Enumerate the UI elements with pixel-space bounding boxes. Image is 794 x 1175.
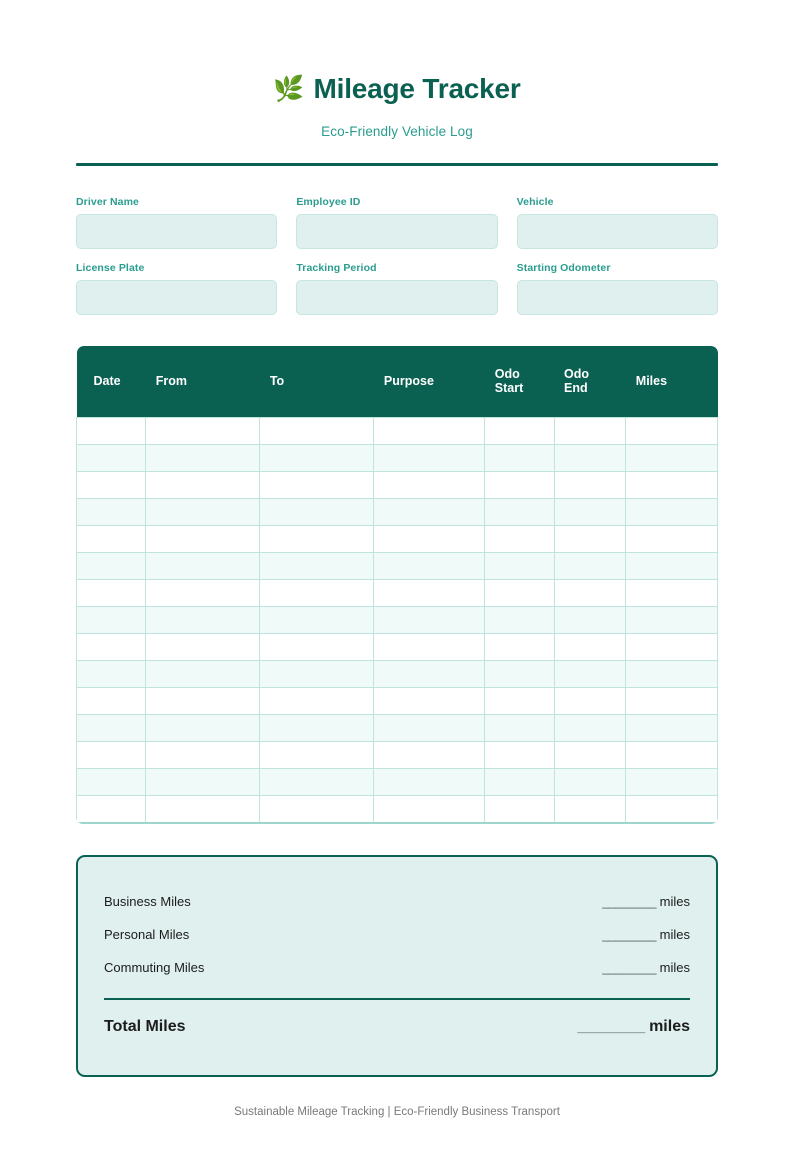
cell-from[interactable] <box>146 769 260 796</box>
cell-purpose[interactable] <box>374 661 485 688</box>
cell-from[interactable] <box>146 688 260 715</box>
column-header-odo-end: Odo End <box>554 346 626 418</box>
cell-date[interactable] <box>77 472 146 499</box>
cell-from[interactable] <box>146 715 260 742</box>
field-tracking-period <box>296 262 497 315</box>
mileage-log-table <box>76 346 718 824</box>
cell-odo-start[interactable] <box>485 715 554 742</box>
cell-odo-end[interactable] <box>554 634 626 661</box>
driver-name-input[interactable] <box>76 214 277 249</box>
page-header <box>76 72 718 166</box>
table-row <box>77 580 718 607</box>
cell-odo-end[interactable] <box>554 607 626 634</box>
cell-miles[interactable] <box>626 715 718 742</box>
cell-odo-start[interactable] <box>485 580 554 607</box>
field-label-employee-id: Employee ID <box>296 195 361 208</box>
cell-from[interactable] <box>146 445 260 472</box>
cell-odo-start[interactable] <box>485 472 554 499</box>
column-header-date: Date <box>77 346 146 418</box>
summary-unit-business-miles: miles <box>659 893 690 909</box>
cell-purpose[interactable] <box>374 445 485 472</box>
cell-odo-start[interactable] <box>485 607 554 634</box>
cell-purpose[interactable] <box>374 796 485 823</box>
field-starting-odometer <box>517 262 718 315</box>
cell-date[interactable] <box>77 688 146 715</box>
vehicle-input[interactable] <box>517 214 718 249</box>
cell-from[interactable] <box>146 796 260 823</box>
cell-miles[interactable] <box>626 607 718 634</box>
cell-date[interactable] <box>77 553 146 580</box>
cell-odo-start[interactable] <box>485 688 554 715</box>
cell-purpose[interactable] <box>374 418 485 445</box>
page-title: Mileage Tracker <box>313 73 521 104</box>
cell-from[interactable] <box>146 607 260 634</box>
summary-value-business-miles[interactable] <box>602 894 690 909</box>
cell-date[interactable] <box>77 742 146 769</box>
cell-odo-start[interactable] <box>485 445 554 472</box>
cell-odo-end[interactable] <box>554 472 626 499</box>
cell-purpose[interactable] <box>374 499 485 526</box>
cell-odo-start[interactable] <box>485 634 554 661</box>
table-row <box>77 607 718 634</box>
cell-purpose[interactable] <box>374 553 485 580</box>
summary-unit-total-miles: miles <box>649 1017 690 1035</box>
cell-from[interactable] <box>146 634 260 661</box>
summary-value-personal-miles[interactable] <box>602 927 690 942</box>
summary-label-total-miles: Total Miles <box>104 1017 186 1035</box>
cell-odo-end[interactable] <box>554 445 626 472</box>
summary-blank-business-miles: ________ <box>602 893 657 909</box>
summary-unit-commuting-miles: miles <box>659 959 690 975</box>
summary-divider <box>104 998 690 1000</box>
cell-from[interactable] <box>146 418 260 445</box>
cell-to[interactable] <box>260 715 374 742</box>
cell-to[interactable] <box>260 769 374 796</box>
cell-date[interactable] <box>77 607 146 634</box>
cell-miles[interactable] <box>626 445 718 472</box>
cell-odo-end[interactable] <box>554 526 626 553</box>
table-row <box>77 796 718 823</box>
field-license-plate <box>76 262 277 315</box>
cell-odo-start[interactable] <box>485 526 554 553</box>
cell-odo-end[interactable] <box>554 715 626 742</box>
cell-purpose[interactable] <box>374 715 485 742</box>
cell-to[interactable] <box>260 526 374 553</box>
cell-miles[interactable] <box>626 661 718 688</box>
cell-odo-start[interactable] <box>485 661 554 688</box>
table-header <box>77 346 718 418</box>
cell-to[interactable] <box>260 553 374 580</box>
cell-from[interactable] <box>146 742 260 769</box>
table-header-row <box>77 346 718 418</box>
cell-odo-end[interactable] <box>554 796 626 823</box>
cell-odo-end[interactable] <box>554 499 626 526</box>
cell-purpose[interactable] <box>374 580 485 607</box>
cell-from[interactable] <box>146 526 260 553</box>
cell-purpose[interactable] <box>374 688 485 715</box>
field-label-vehicle: Vehicle <box>516 195 554 208</box>
column-header-from: From <box>146 346 260 418</box>
column-header-to: To <box>260 346 374 418</box>
cell-miles[interactable] <box>626 688 718 715</box>
cell-odo-start[interactable] <box>485 418 554 445</box>
page-content <box>76 0 718 1118</box>
field-driver-name <box>76 196 277 249</box>
table-body <box>77 418 718 823</box>
summary-value-total-miles[interactable] <box>577 1018 690 1036</box>
cell-date[interactable] <box>77 526 146 553</box>
cell-date[interactable] <box>77 796 146 823</box>
cell-purpose[interactable] <box>374 607 485 634</box>
header-divider <box>76 163 718 166</box>
column-header-odo-start: Odo Start <box>485 346 554 418</box>
cell-miles[interactable] <box>626 472 718 499</box>
page-footer: Sustainable Mileage Tracking | Eco-Friendly Business Transport <box>234 1105 560 1118</box>
driver-info-form <box>76 196 718 315</box>
cell-from[interactable] <box>146 472 260 499</box>
cell-to[interactable] <box>260 634 374 661</box>
summary-blank-personal-miles: ________ <box>602 926 657 942</box>
cell-date[interactable] <box>77 445 146 472</box>
field-label-license-plate: License Plate <box>76 261 145 274</box>
cell-from[interactable] <box>146 661 260 688</box>
table-row <box>77 418 718 445</box>
summary-row-total-miles <box>104 1006 690 1045</box>
cell-odo-start[interactable] <box>485 499 554 526</box>
field-label-starting-odometer: Starting Odometer <box>516 261 611 274</box>
summary-label-personal-miles: Personal Miles <box>104 926 190 942</box>
cell-miles[interactable] <box>626 499 718 526</box>
cell-date[interactable] <box>77 634 146 661</box>
table-row <box>77 526 718 553</box>
cell-date[interactable] <box>77 661 146 688</box>
cell-date[interactable] <box>77 418 146 445</box>
cell-to[interactable] <box>260 742 374 769</box>
employee-id-input[interactable] <box>296 214 497 249</box>
cell-date[interactable] <box>77 580 146 607</box>
cell-purpose[interactable] <box>374 634 485 661</box>
cell-miles[interactable] <box>626 769 718 796</box>
cell-miles[interactable] <box>626 580 718 607</box>
summary-value-commuting-miles[interactable] <box>602 960 690 975</box>
cell-to[interactable] <box>260 472 374 499</box>
column-header-purpose: Purpose <box>374 346 485 418</box>
cell-date[interactable] <box>77 769 146 796</box>
cell-to[interactable] <box>260 661 374 688</box>
cell-to[interactable] <box>260 580 374 607</box>
table-row <box>77 661 718 688</box>
cell-to[interactable] <box>260 607 374 634</box>
table-row <box>77 472 718 499</box>
cell-miles[interactable] <box>626 526 718 553</box>
cell-miles[interactable] <box>626 418 718 445</box>
cell-odo-start[interactable] <box>485 742 554 769</box>
table-row <box>77 553 718 580</box>
cell-to[interactable] <box>260 796 374 823</box>
cell-odo-end[interactable] <box>554 580 626 607</box>
cell-miles[interactable] <box>626 742 718 769</box>
cell-purpose[interactable] <box>374 769 485 796</box>
summary-label-commuting-miles: Commuting Miles <box>104 959 205 975</box>
table-row <box>77 742 718 769</box>
cell-odo-start[interactable] <box>485 769 554 796</box>
cell-date[interactable] <box>77 499 146 526</box>
cell-miles[interactable] <box>626 796 718 823</box>
cell-to[interactable] <box>260 688 374 715</box>
cell-odo-end[interactable] <box>554 418 626 445</box>
column-header-miles: Miles <box>626 346 718 418</box>
summary-blank-commuting-miles: ________ <box>602 959 657 975</box>
mileage-summary-box <box>76 855 718 1077</box>
cell-odo-end[interactable] <box>554 553 626 580</box>
cell-purpose[interactable] <box>374 472 485 499</box>
leaf-icon: 🌿 <box>273 75 305 104</box>
tracking-period-input[interactable] <box>296 280 497 315</box>
table-row <box>77 769 718 796</box>
license-plate-input[interactable] <box>76 280 277 315</box>
summary-row-business-miles <box>104 885 690 918</box>
table-row <box>77 445 718 472</box>
page-subtitle: Eco-Friendly Vehicle Log <box>321 123 473 139</box>
cell-odo-end[interactable] <box>554 661 626 688</box>
summary-blank-total-miles: ________ <box>577 1017 645 1035</box>
cell-miles[interactable] <box>626 634 718 661</box>
table-row <box>77 634 718 661</box>
starting-odometer-input[interactable] <box>517 280 718 315</box>
cell-odo-start[interactable] <box>485 553 554 580</box>
cell-to[interactable] <box>260 499 374 526</box>
cell-odo-end[interactable] <box>554 688 626 715</box>
cell-odo-end[interactable] <box>554 742 626 769</box>
cell-from[interactable] <box>146 499 260 526</box>
table-row <box>77 499 718 526</box>
cell-from[interactable] <box>146 553 260 580</box>
field-employee-id <box>296 196 497 249</box>
title-row <box>76 72 718 106</box>
cell-purpose[interactable] <box>374 742 485 769</box>
field-vehicle <box>517 196 718 249</box>
table-row <box>77 715 718 742</box>
field-label-tracking-period: Tracking Period <box>296 261 377 274</box>
cell-from[interactable] <box>146 580 260 607</box>
cell-odo-start[interactable] <box>485 796 554 823</box>
table-row <box>77 688 718 715</box>
summary-label-business-miles: Business Miles <box>104 893 191 909</box>
cell-miles[interactable] <box>626 553 718 580</box>
mileage-log-table-wrapper <box>76 346 718 824</box>
field-label-driver-name: Driver Name <box>76 195 139 208</box>
summary-row-commuting-miles <box>104 951 690 984</box>
cell-to[interactable] <box>260 445 374 472</box>
cell-odo-end[interactable] <box>554 769 626 796</box>
cell-purpose[interactable] <box>374 526 485 553</box>
summary-row-personal-miles <box>104 918 690 951</box>
cell-to[interactable] <box>260 418 374 445</box>
cell-date[interactable] <box>77 715 146 742</box>
summary-unit-personal-miles: miles <box>659 926 690 942</box>
